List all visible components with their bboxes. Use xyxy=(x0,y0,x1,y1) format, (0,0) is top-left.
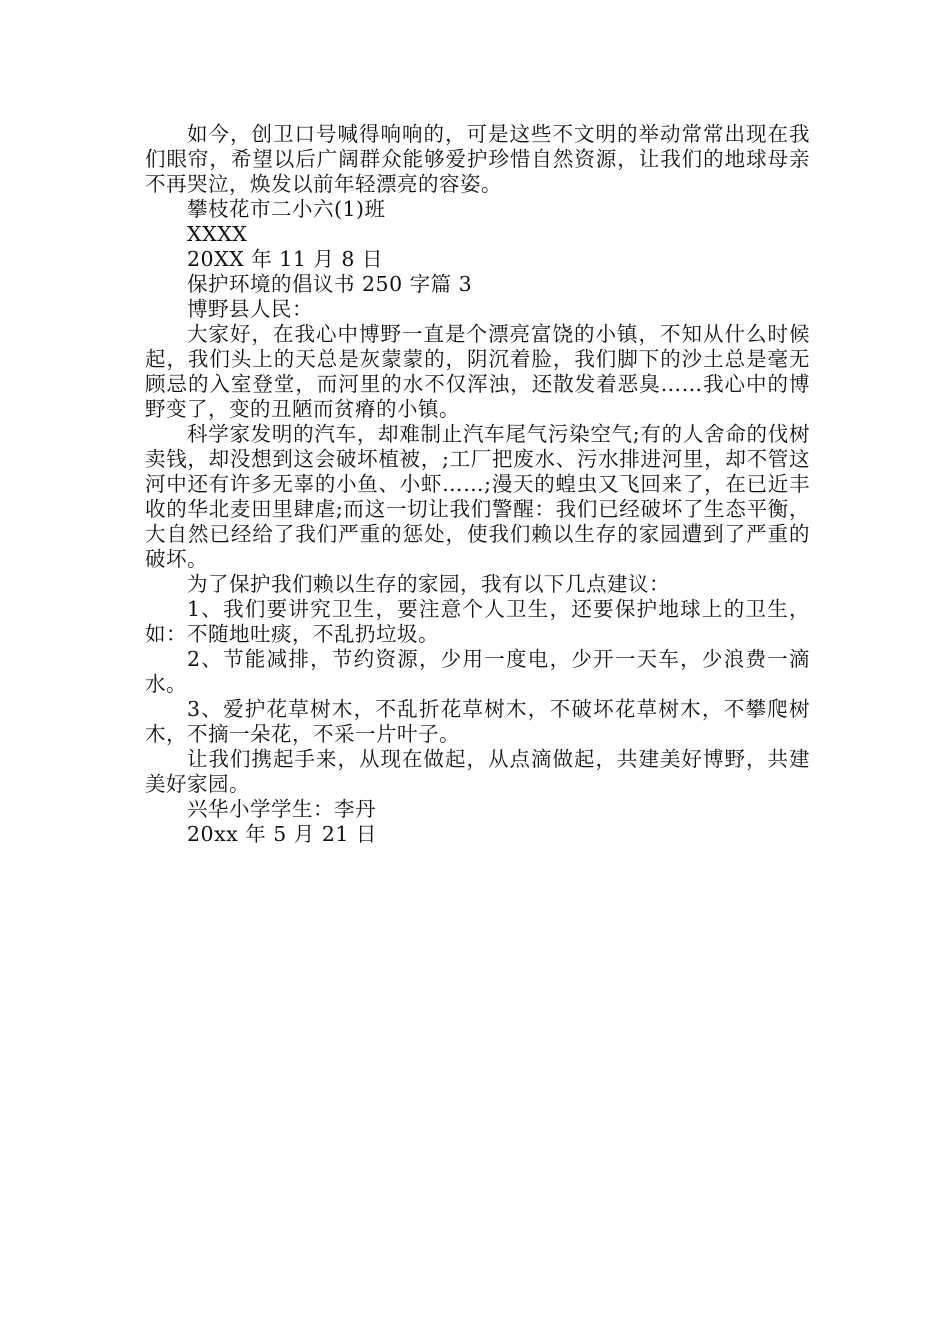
suggestion-3: 3、爱护花草树木，不乱折花草树木，不破坏花草树木，不攀爬树木，不摘一朵花，不采一片叶子。 xyxy=(145,697,810,746)
signature-date: 20XX 年 11 月 8 日 xyxy=(187,247,383,271)
signature-class: 攀枝花市二小六(1)班 xyxy=(187,197,386,221)
author-signature: 兴华小学学生：李丹 xyxy=(187,797,376,821)
suggestion-2: 2、节能减排，节约资源，少用一度电，少开一天车，少浪费一滴水。 xyxy=(145,647,810,696)
paragraph-closing-hope: 如今，创卫口号喊得响响的，可是这些不文明的举动常常出现在我们眼帘，希望以后广阔群众能够爱护珍惜自然资源，让我们的地球母亲不再哭泣，焕发以前年轻漂亮的容姿。 xyxy=(145,122,810,196)
paragraph-suggestions-intro: 为了保护我们赖以生存的家园，我有以下几点建议： xyxy=(187,572,670,596)
suggestion-1: 1、我们要讲究卫生，要注意个人卫生，还要保护地球上的卫生，如：不随地吐痰，不乱扔垃圾。 xyxy=(145,597,810,646)
salutation: 博野县人民： xyxy=(187,297,313,321)
author-date: 20xx 年 5 月 21 日 xyxy=(187,822,377,846)
paragraph-call-to-action: 让我们携起手来，从现在做起，从点滴做起，共建美好博野，共建美好家园。 xyxy=(145,747,810,796)
signature-name: XXXX xyxy=(187,222,248,246)
document-body xyxy=(145,122,810,847)
section-title: 保护环境的倡议书 250 字篇 3 xyxy=(187,272,473,296)
paragraph-problems: 科学家发明的汽车，却难制止汽车尾气污染空气;有的人舍命的伐树卖钱，却没想到这会破坏植被，;工厂把废水、污水排进河里，却不管这河中还有许多无辜的小鱼、小虾……;漫天的蝗虫又飞回来了，在已近丰收的华北麦田里肆虐;而这一切让我们警醒：我们已经破坏了生态平衡，大自然已经给了我们严重的惩处，使我们赖以生存的家园遭到了严重的破坏。 xyxy=(145,422,810,571)
paragraph-intro: 大家好，在我心中博野一直是个漂亮富饶的小镇，不知从什么时候起，我们头上的天总是灰蒙蒙的，阴沉着脸，我们脚下的沙土总是毫无顾忌的入室登堂，而河里的水不仅浑浊，还散发着恶臭……我心中的博野变了，变的丑陋而贫瘠的小镇。 xyxy=(145,322,810,421)
